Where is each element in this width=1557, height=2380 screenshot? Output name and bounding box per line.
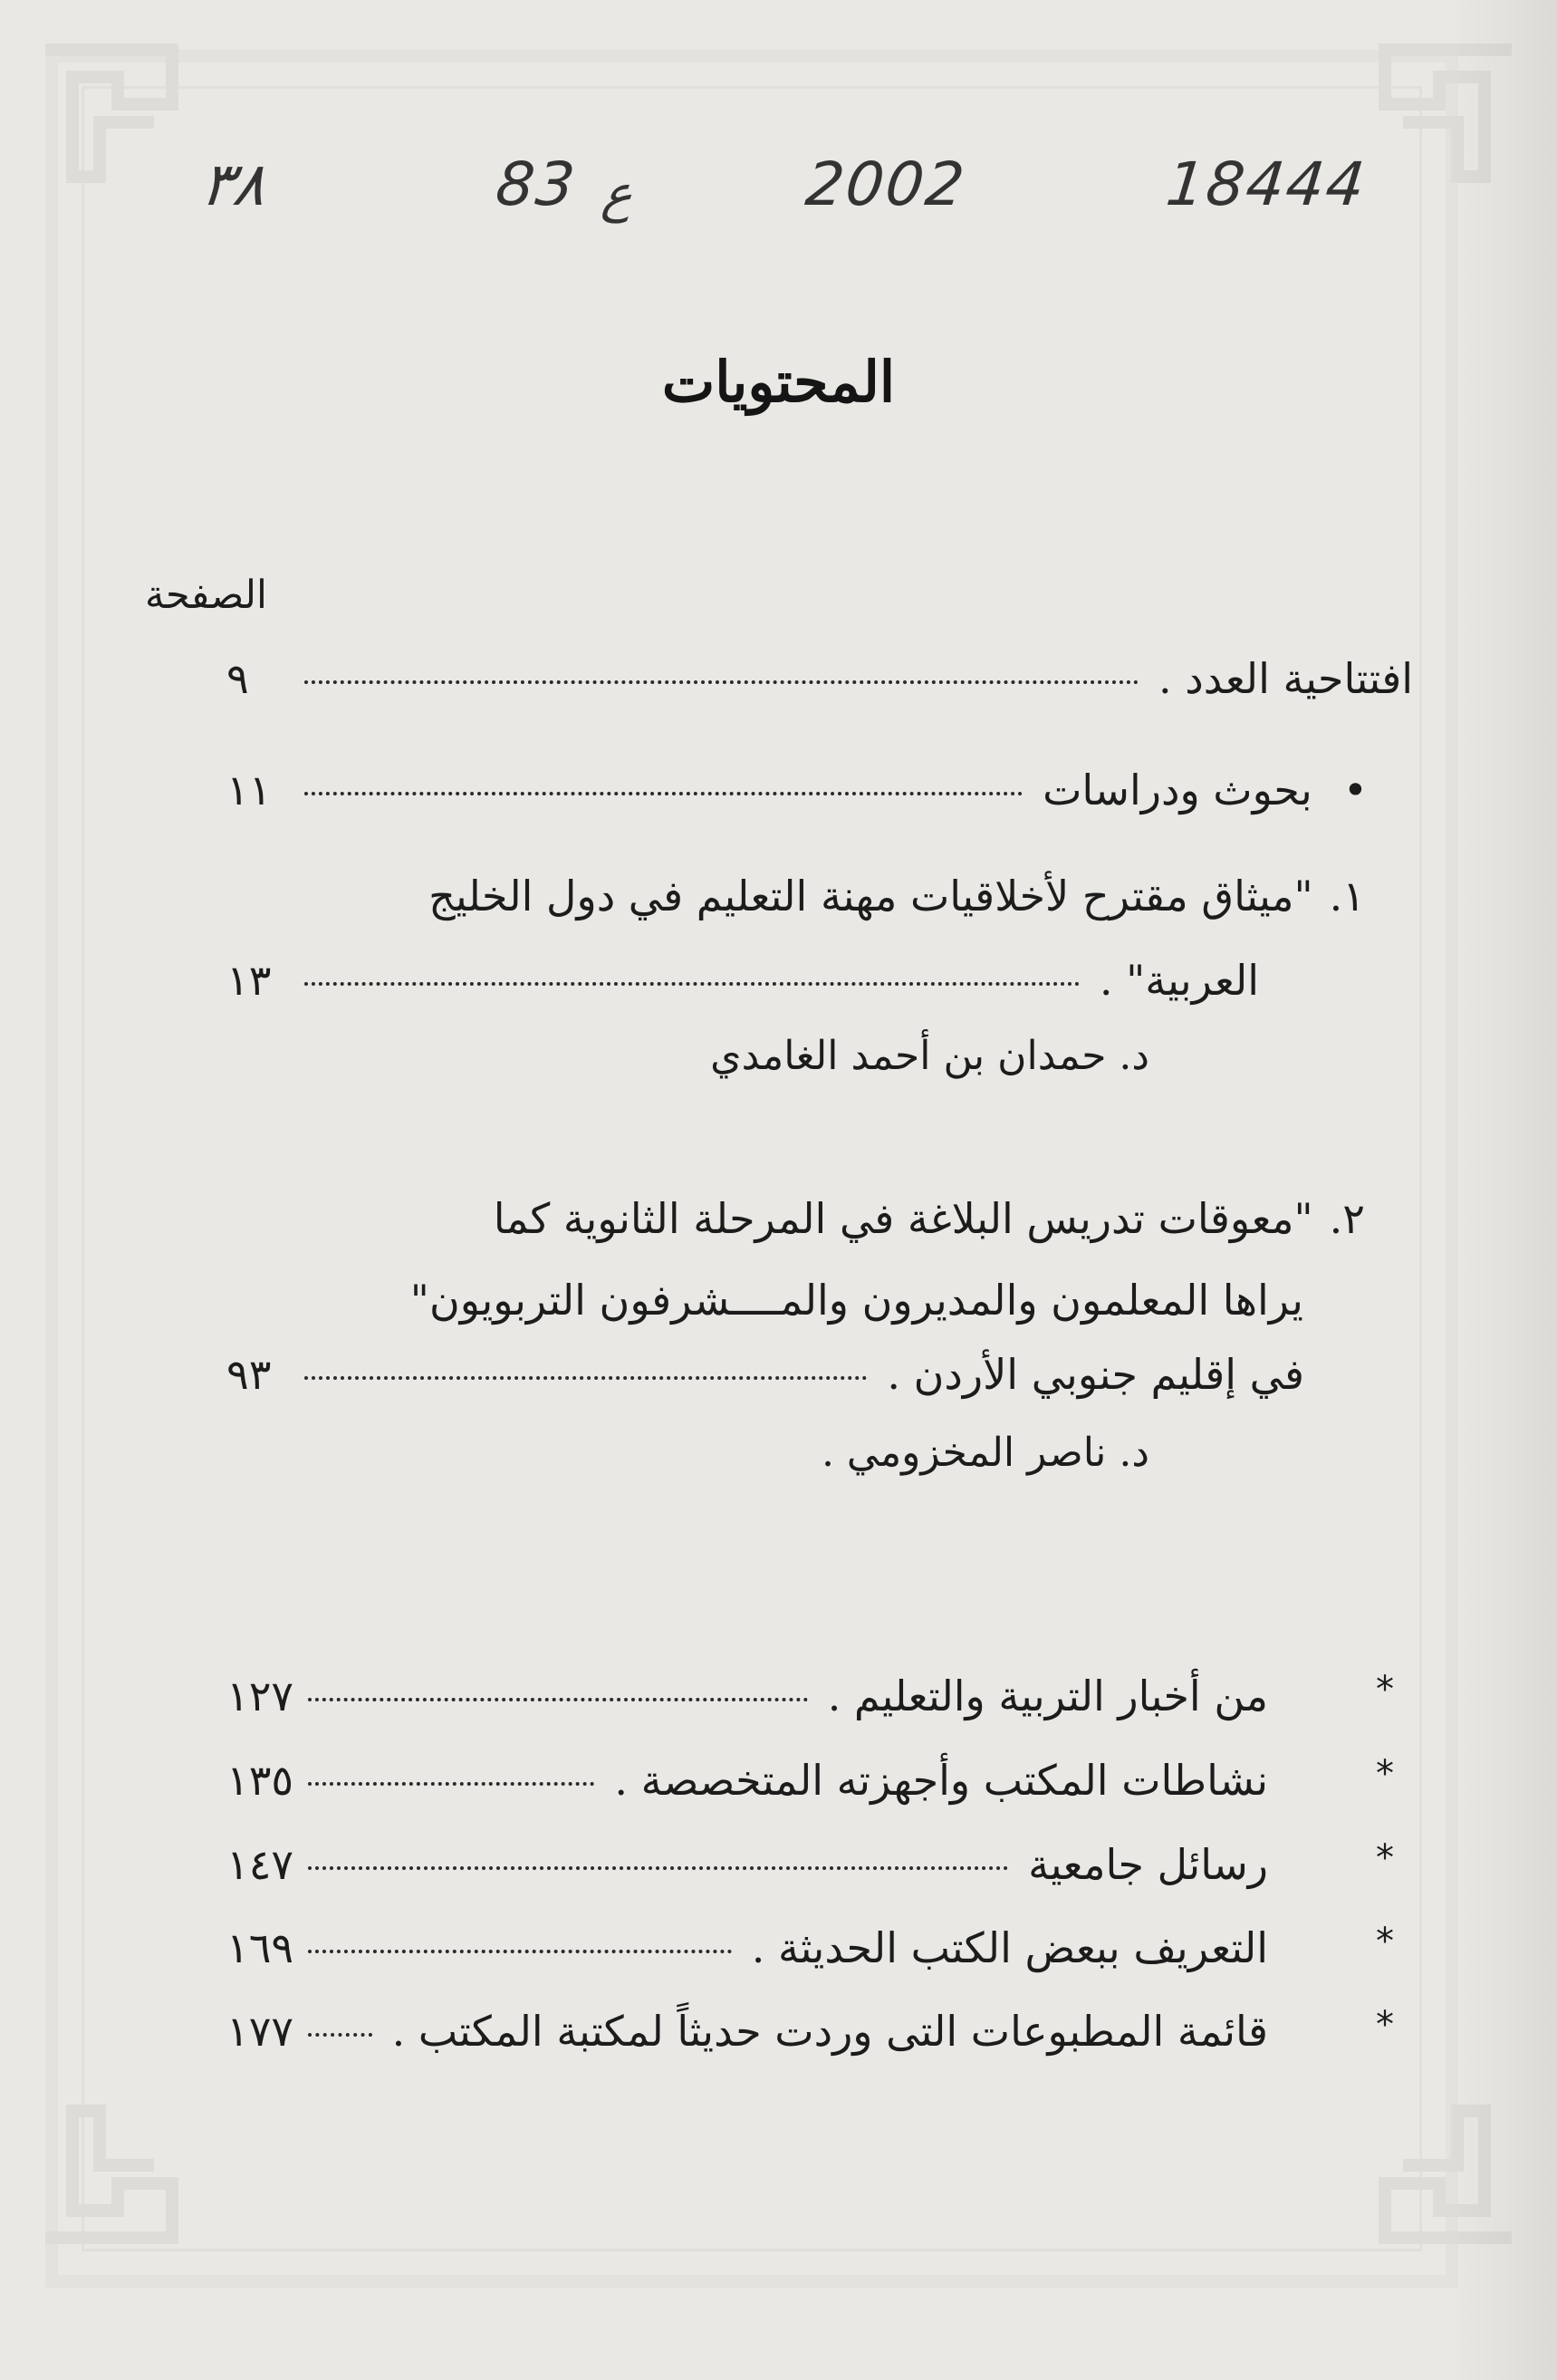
frame-corner-ornament — [36, 2093, 190, 2247]
toc-entry-theses[interactable] — [226, 1840, 1268, 1889]
page-column-heading: الصفحة — [145, 573, 267, 618]
handwritten-note: ع — [599, 165, 636, 224]
study-2-title-line-1[interactable] — [494, 1194, 1365, 1243]
toc-entry-label: في إقليم جنوبي الأردن . — [887, 1350, 1304, 1399]
toc-entry-label: العربية" . — [1099, 956, 1259, 1005]
leader-dots — [308, 1950, 732, 1953]
toc-entry-publications[interactable] — [226, 2007, 1268, 2056]
toc-entry-label: قائمة المطبوعات التى وردت حديثاً لمكتبة المكتب . — [391, 2007, 1268, 2056]
toc-entry-intro[interactable] — [226, 654, 1413, 703]
toc-entry-activities[interactable] — [226, 1756, 1268, 1805]
toc-page-number: ١١ — [226, 766, 272, 814]
leader-dots — [308, 2033, 372, 2037]
leader-dots — [304, 982, 1080, 986]
asterisk-marker: * — [1376, 1837, 1394, 1879]
page-title: المحتويات — [661, 349, 896, 415]
toc-entry-label-text: بحوث ودراسات — [1043, 766, 1312, 814]
handwritten-note: ٣٨ — [197, 149, 269, 219]
asterisk-marker: * — [1376, 1753, 1394, 1795]
bullet-icon: • — [1342, 766, 1368, 814]
study-2-author: د. ناصر المخزومي . — [821, 1430, 1149, 1476]
toc-page-number: ١٣ — [226, 956, 272, 1005]
toc-entry-label: نشاطات المكتب وأجهزته المتخصصة . — [614, 1756, 1268, 1805]
frame-corner-ornament — [36, 41, 190, 195]
handwritten-note: 18444 — [1162, 149, 1370, 219]
frame-corner-ornament — [1367, 41, 1521, 195]
toc-entry-book-reviews[interactable] — [226, 1923, 1268, 1972]
study-1-title-line-2[interactable] — [226, 956, 1259, 1005]
toc-entry-label: رسائل جامعية — [1028, 1840, 1268, 1889]
asterisk-marker: * — [1376, 1669, 1394, 1710]
toc-page-number: ١٣٥ — [226, 1756, 294, 1805]
toc-entry-news[interactable] — [226, 1672, 1268, 1720]
toc-page-number: ١٢٧ — [226, 1672, 294, 1720]
study-number: ١. — [1329, 872, 1365, 920]
toc-entry-label — [1043, 766, 1368, 814]
toc-page-number: ١٤٧ — [226, 1840, 294, 1889]
toc-entry-label: افتتاحية العدد . — [1158, 654, 1413, 703]
study-number: ٢. — [1329, 1194, 1365, 1243]
toc-page-number: ١٧٧ — [226, 2007, 294, 2056]
study-2-title-line-3[interactable] — [226, 1350, 1304, 1399]
leader-dots — [304, 792, 1023, 795]
toc-page-number: ٩ — [226, 654, 249, 703]
leader-dots — [308, 1698, 808, 1701]
toc-page-number: ٩٣ — [226, 1350, 272, 1399]
toc-entry-label: التعريف ببعض الكتب الحديثة . — [751, 1923, 1268, 1972]
leader-dots — [304, 1376, 867, 1380]
study-title-text: "ميثاق مقترح لأخلاقيات مهنة التعليم في دول الخليج — [428, 872, 1313, 920]
study-1-author: د. حمدان بن أحمد الغامدي — [710, 1033, 1149, 1079]
study-2-title-line-2: يراها المعلمون والمديرون والمــــشرفون التربويون" — [409, 1276, 1303, 1325]
study-title-text: "معوقات تدريس البلاغة في المرحلة الثانوية كما — [493, 1194, 1313, 1243]
toc-entry-label: من أخبار التربية والتعليم . — [827, 1672, 1268, 1720]
asterisk-marker: * — [1376, 2004, 1394, 2046]
leader-dots — [308, 1782, 594, 1786]
toc-page-number: ١٦٩ — [226, 1923, 294, 1972]
handwritten-note: 83 — [492, 149, 581, 219]
toc-entry-research[interactable] — [226, 766, 1368, 814]
leader-dots — [304, 680, 1139, 684]
handwritten-note: 2002 — [802, 149, 970, 219]
leader-dots — [308, 1866, 1008, 1870]
frame-corner-ornament — [1367, 2093, 1521, 2247]
study-1-title-line-1[interactable] — [428, 872, 1365, 920]
asterisk-marker: * — [1376, 1921, 1394, 1962]
